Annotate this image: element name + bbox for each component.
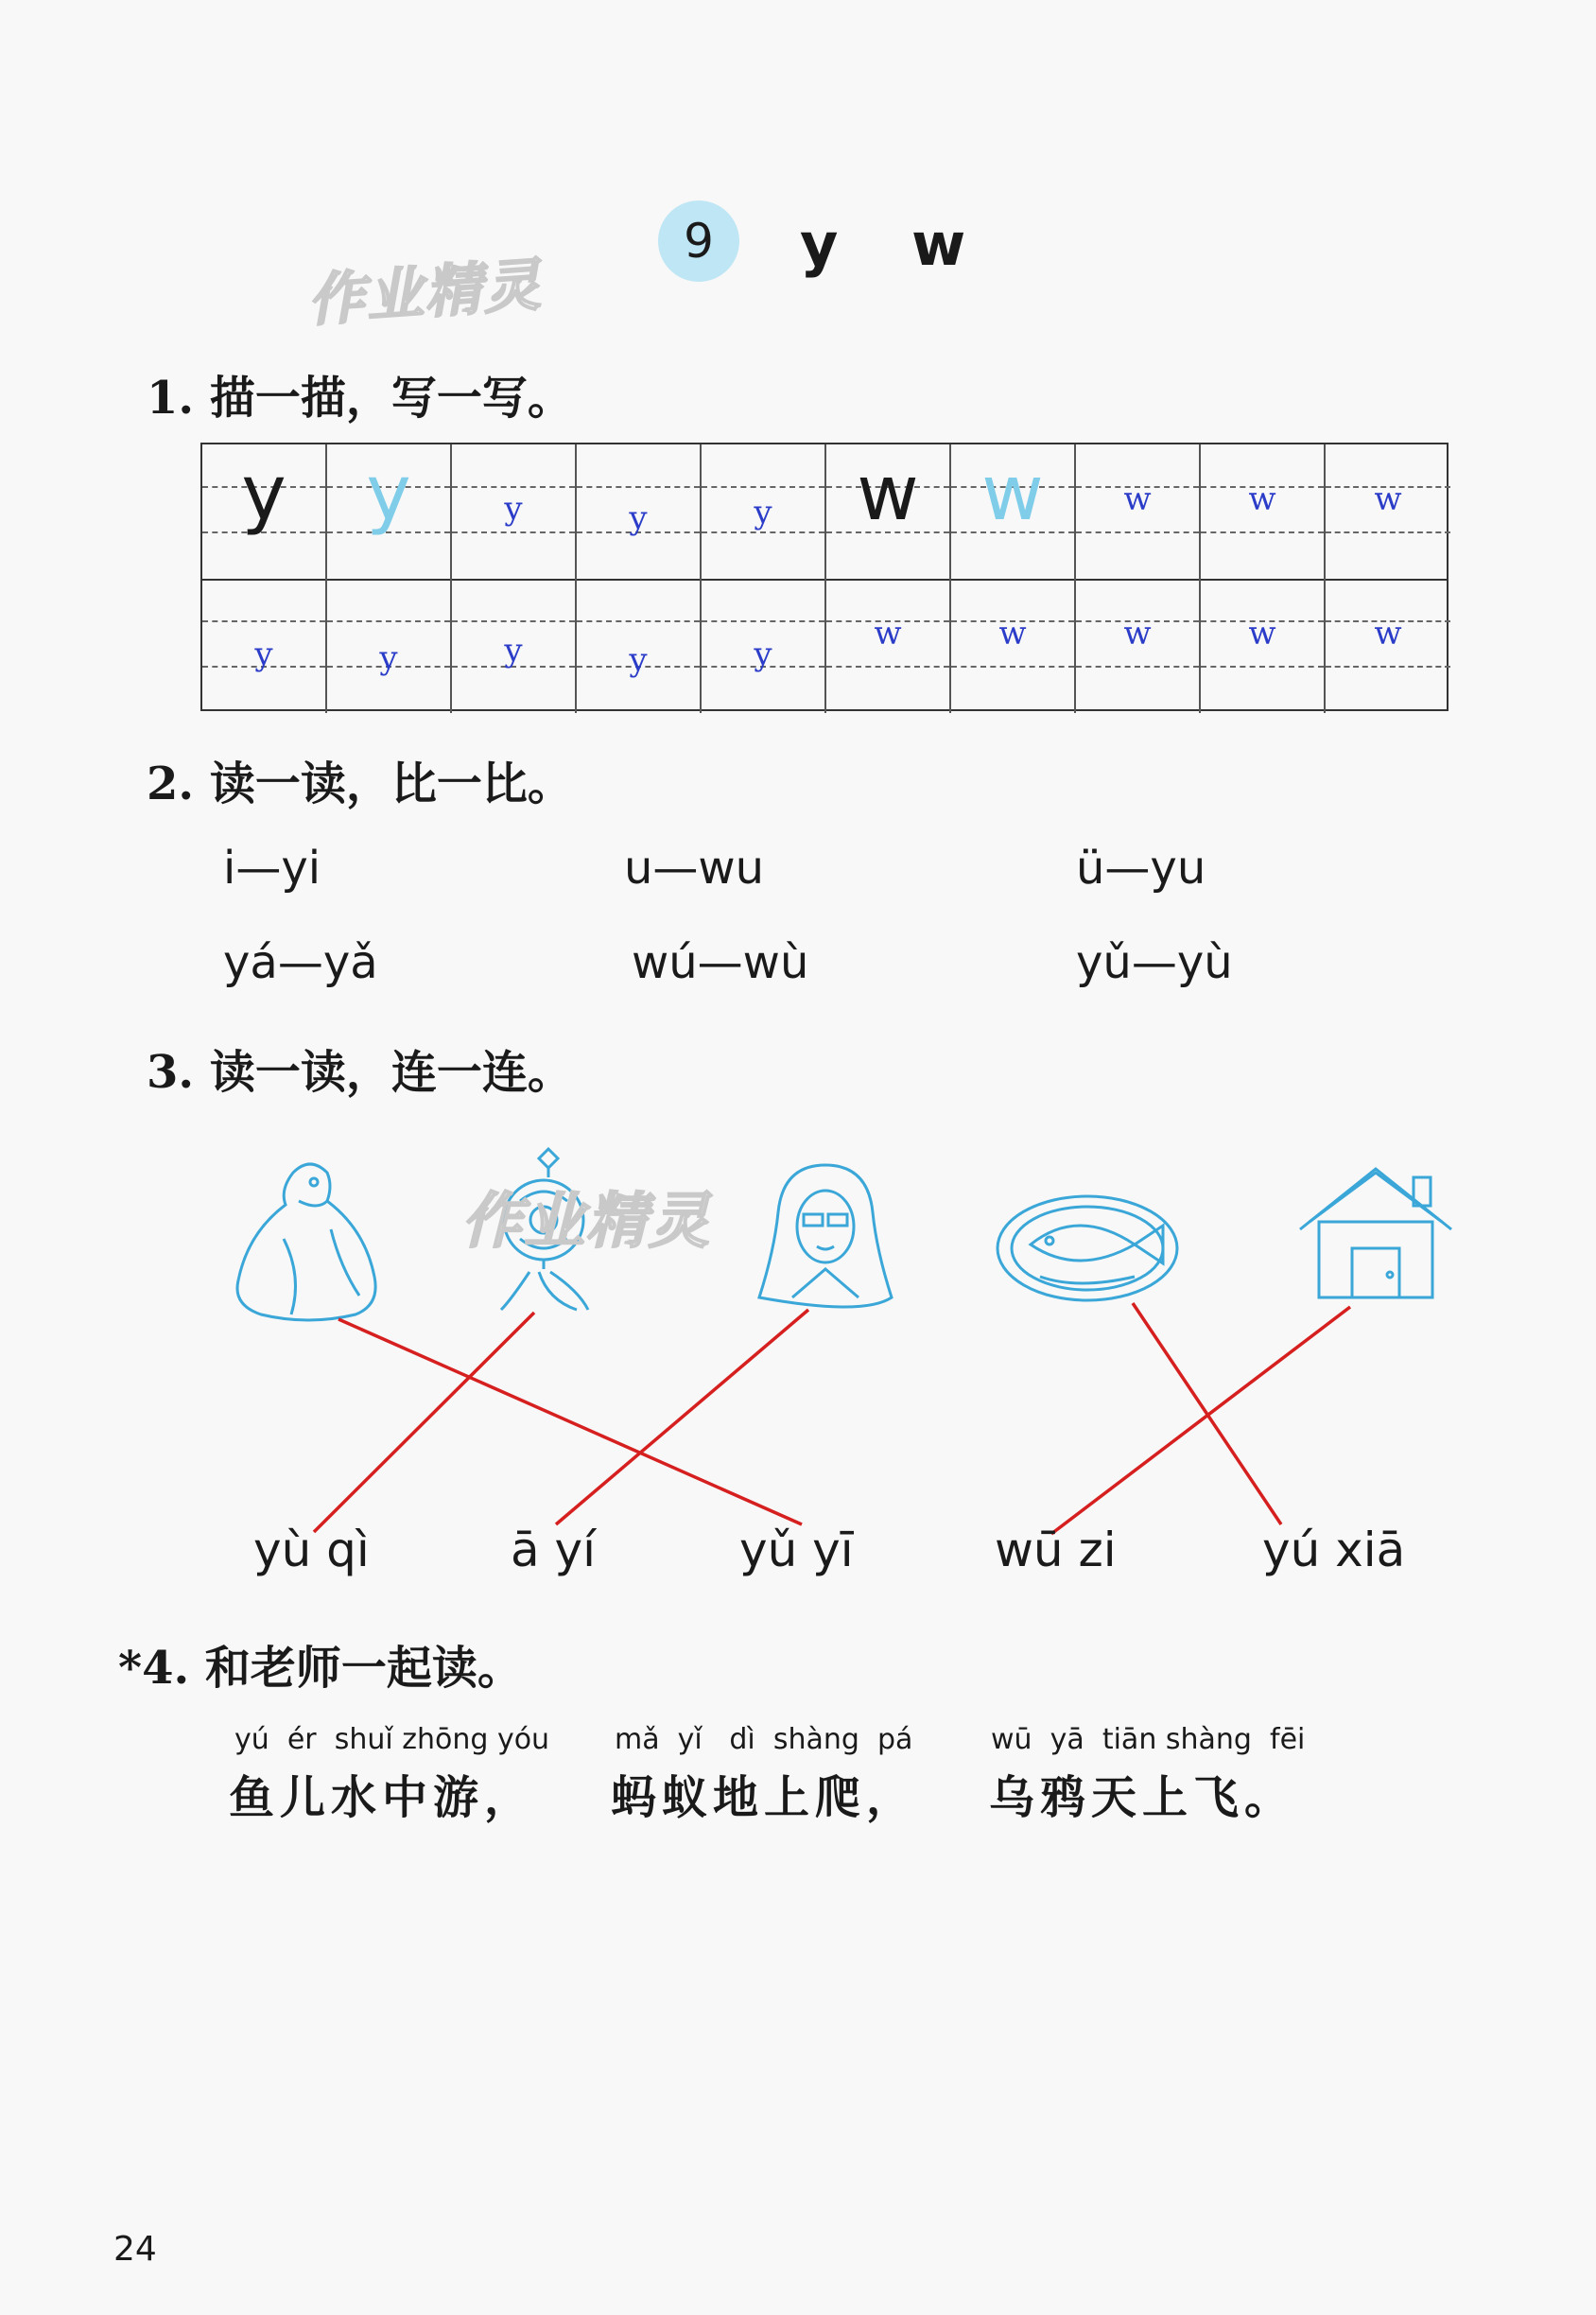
house-icon[interactable] bbox=[1295, 1163, 1456, 1305]
grid-row-1 bbox=[202, 444, 1447, 581]
match-line-house-wuzi bbox=[1051, 1307, 1350, 1534]
letter-w: w bbox=[1374, 615, 1402, 653]
letter-w: w bbox=[857, 449, 919, 537]
guide-line bbox=[452, 531, 575, 533]
compare-item: u—wu bbox=[624, 842, 765, 895]
grid-cell[interactable] bbox=[327, 444, 452, 579]
compare-item: wú—wù bbox=[632, 936, 809, 989]
section2-title: 2. 读一读，比一比。 bbox=[147, 757, 573, 810]
section3-title: 3. 读一读，连一连。 bbox=[147, 1046, 573, 1099]
compare-item: yá—yǎ bbox=[223, 936, 378, 989]
watermark-top: 作业精灵 bbox=[305, 252, 545, 335]
guide-line bbox=[826, 666, 949, 668]
guide-line bbox=[1076, 531, 1199, 533]
guide-line bbox=[577, 486, 700, 488]
raincoat-icon[interactable] bbox=[227, 1154, 388, 1324]
letter-w: w bbox=[874, 615, 902, 653]
grid-cell[interactable] bbox=[1076, 579, 1201, 713]
grid-cell[interactable] bbox=[826, 579, 951, 713]
letter-w: w bbox=[1123, 480, 1152, 518]
letter-w: w bbox=[981, 449, 1044, 537]
page-number: 24 bbox=[113, 2230, 157, 2269]
grid-cell[interactable] bbox=[951, 579, 1076, 713]
phrase-text: 蚂蚁地上爬， bbox=[611, 1771, 918, 1824]
compare-item: i—yi bbox=[223, 842, 321, 895]
match-line-fish-yuxia bbox=[1133, 1303, 1281, 1524]
guide-line bbox=[1076, 666, 1199, 668]
watermark-middle: 作业精灵 bbox=[461, 1187, 711, 1257]
letter-w: w bbox=[1248, 480, 1276, 518]
guide-line bbox=[202, 620, 325, 622]
match-word[interactable]: yú xiā bbox=[1262, 1523, 1406, 1577]
letter-y: y bbox=[504, 490, 523, 528]
guide-line bbox=[1326, 666, 1450, 668]
phrase-text: 鱼儿水中游， bbox=[229, 1771, 536, 1824]
phrase-pinyin: wū yā tiān shàng fēi bbox=[991, 1723, 1306, 1756]
guide-line bbox=[702, 486, 824, 488]
match-line-pendant-yuqi bbox=[314, 1313, 534, 1532]
phrase-text: 乌鸦天上飞。 bbox=[989, 1771, 1296, 1824]
grid-cell[interactable] bbox=[1201, 579, 1326, 713]
grid-cell[interactable] bbox=[202, 444, 327, 579]
grid-cell[interactable] bbox=[1326, 444, 1450, 579]
grid-cell[interactable] bbox=[452, 579, 577, 713]
letter-y: y bbox=[754, 494, 772, 531]
compare-item: yǔ—yù bbox=[1076, 936, 1233, 989]
letter-w: w bbox=[1374, 480, 1402, 518]
guide-line bbox=[577, 620, 700, 622]
letter-y: y bbox=[504, 632, 523, 670]
grid-cell[interactable] bbox=[202, 579, 327, 713]
guide-line bbox=[702, 531, 824, 533]
grid-cell[interactable] bbox=[951, 444, 1076, 579]
match-word[interactable]: yǔ yī bbox=[739, 1523, 854, 1577]
fish-shrimp-icon[interactable] bbox=[993, 1182, 1191, 1305]
guide-line bbox=[452, 486, 575, 488]
grid-cell[interactable] bbox=[826, 444, 951, 579]
phrase-pinyin: mǎ yǐ dì shàng pá bbox=[615, 1723, 913, 1756]
letter-y: y bbox=[366, 449, 411, 537]
grid-cell[interactable] bbox=[577, 444, 702, 579]
guide-line bbox=[1201, 666, 1324, 668]
grid-row-2 bbox=[202, 579, 1447, 713]
grid-cell[interactable] bbox=[1201, 444, 1326, 579]
letter-y: y bbox=[629, 499, 648, 537]
guide-line bbox=[452, 620, 575, 622]
letter-y: y bbox=[241, 449, 286, 537]
grid-cell[interactable] bbox=[577, 579, 702, 713]
section1-title: 1. 描一描，写一写。 bbox=[147, 372, 573, 425]
grid-cell[interactable] bbox=[327, 579, 452, 713]
writing-grid bbox=[200, 443, 1449, 711]
guide-line bbox=[702, 620, 824, 622]
letter-w: w bbox=[1123, 615, 1152, 653]
match-word[interactable]: yù qì bbox=[253, 1523, 370, 1577]
grid-cell[interactable] bbox=[1326, 579, 1450, 713]
letter-w: w bbox=[1248, 615, 1276, 653]
guide-line bbox=[951, 666, 1074, 668]
phrase-pinyin: yú ér shuǐ zhōng yóu bbox=[234, 1723, 550, 1756]
lesson-number-badge bbox=[658, 200, 739, 282]
grid-cell[interactable] bbox=[702, 444, 826, 579]
letter-w: w bbox=[998, 615, 1027, 653]
lesson-title: y w bbox=[800, 210, 993, 279]
match-word[interactable]: ā yí bbox=[511, 1523, 597, 1577]
grid-cell[interactable] bbox=[452, 444, 577, 579]
grid-cell[interactable] bbox=[1076, 444, 1201, 579]
compare-item: ü—yu bbox=[1076, 842, 1206, 895]
match-word[interactable]: wū zi bbox=[995, 1523, 1117, 1577]
lesson-number: 9 bbox=[684, 214, 714, 269]
match-line-raincoat-yuyi bbox=[338, 1319, 802, 1524]
match-line-aunt-ayi bbox=[556, 1310, 808, 1524]
letter-y: y bbox=[254, 635, 273, 673]
letter-y: y bbox=[754, 635, 772, 673]
guide-line bbox=[1326, 531, 1450, 533]
section4-title: *4. 和老师一起读。 bbox=[118, 1642, 523, 1695]
aunt-icon[interactable] bbox=[755, 1156, 896, 1316]
guide-line bbox=[327, 620, 450, 622]
letter-y: y bbox=[379, 639, 398, 677]
guide-line bbox=[1201, 531, 1324, 533]
letter-y: y bbox=[629, 641, 648, 679]
grid-cell[interactable] bbox=[702, 579, 826, 713]
